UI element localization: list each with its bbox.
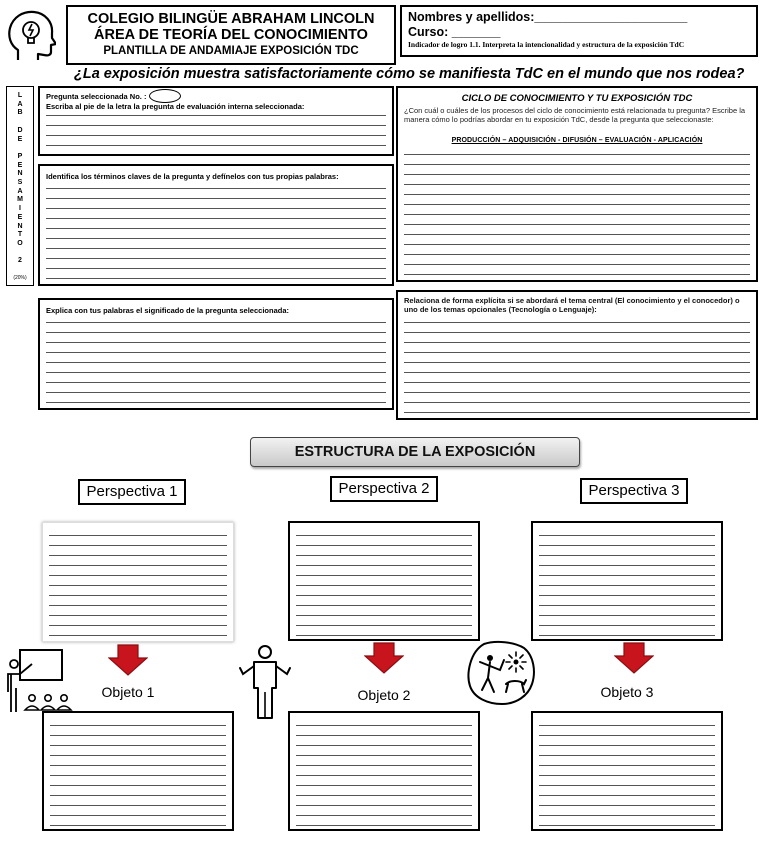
writing-line[interactable]: [539, 775, 715, 776]
structure-title-text: ESTRUCTURA DE LA EXPOSICIÓN: [294, 444, 536, 460]
writing-line[interactable]: [539, 725, 715, 726]
side-label-letter: A: [17, 187, 23, 195]
writing-line[interactable]: [404, 264, 750, 265]
writing-line[interactable]: [404, 204, 750, 205]
writing-line[interactable]: [296, 635, 472, 636]
knowledge-cycle-processes: PRODUCCIÓN – ADQUISICIÓN - DIFUSIÓN – EVALUACIÓN - APLICACIÓN: [451, 137, 703, 144]
writing-line[interactable]: [296, 565, 472, 566]
writing-line[interactable]: [49, 635, 227, 636]
writing-line[interactable]: [296, 735, 472, 736]
side-label-letter: I: [19, 205, 21, 213]
writing-line[interactable]: [296, 585, 472, 586]
perspective-2-writing-box[interactable]: [288, 521, 480, 641]
object-2-label: Objeto 2: [357, 687, 411, 703]
writing-line[interactable]: [539, 805, 715, 806]
object-1-writing-box[interactable]: [42, 711, 234, 831]
meaning-instruction: Explica con tus palabras el significado de la pregunta seleccionada:: [46, 306, 289, 315]
side-label-note: (20%): [13, 275, 27, 281]
area-name: ÁREA DE TEORÍA DEL CONOCIMIENTO: [94, 27, 368, 43]
cave-painting-icon: [466, 640, 536, 706]
side-label-letter: N: [17, 222, 23, 230]
perspective-2-lines[interactable]: [296, 523, 472, 641]
writing-line[interactable]: [46, 268, 386, 269]
writing-line[interactable]: [296, 805, 472, 806]
writing-line[interactable]: [404, 322, 750, 323]
side-label-letter: 2: [18, 257, 22, 265]
writing-line[interactable]: [539, 825, 715, 826]
writing-line[interactable]: [296, 545, 472, 546]
writing-line[interactable]: [296, 745, 472, 746]
writing-line[interactable]: [539, 545, 715, 546]
writing-line[interactable]: [50, 825, 226, 826]
writing-line[interactable]: [296, 815, 472, 816]
side-label-letter: P: [17, 152, 23, 160]
writing-line[interactable]: [50, 775, 226, 776]
writing-line[interactable]: [50, 735, 226, 736]
side-label-letter: A: [17, 100, 23, 108]
writing-line[interactable]: [296, 625, 472, 626]
writing-line[interactable]: [46, 322, 386, 323]
writing-line[interactable]: [46, 198, 386, 199]
writing-line[interactable]: [50, 805, 226, 806]
writing-line[interactable]: [46, 402, 386, 403]
writing-line[interactable]: [46, 278, 386, 279]
side-label-letters: [7, 92, 33, 266]
writing-line[interactable]: [46, 248, 386, 249]
writing-line[interactable]: [49, 595, 227, 596]
writing-line[interactable]: [49, 555, 227, 556]
writing-line[interactable]: [296, 785, 472, 786]
writing-line[interactable]: [46, 228, 386, 229]
writing-line[interactable]: [296, 825, 472, 826]
main-question: ¿La exposición muestra satisfactoriamente cómo se manifiesta TdC en el mundo que nos rodea?: [74, 66, 745, 82]
student-info-box: [400, 5, 758, 57]
writing-line[interactable]: [404, 184, 750, 185]
writing-line[interactable]: [296, 755, 472, 756]
writing-line[interactable]: [50, 795, 226, 796]
writing-line[interactable]: [539, 535, 715, 536]
writing-line[interactable]: [296, 605, 472, 606]
knowledge-cycle-writing-lines[interactable]: [404, 88, 750, 282]
person-shrug-icon: [238, 644, 292, 720]
writing-line[interactable]: [404, 174, 750, 175]
writing-line[interactable]: [539, 765, 715, 766]
knowledge-cycle-box: [396, 86, 758, 282]
writing-line[interactable]: [404, 244, 750, 245]
writing-line[interactable]: [404, 352, 750, 353]
writing-line[interactable]: [49, 605, 227, 606]
writing-line[interactable]: [49, 535, 227, 536]
question-number-text: Pregunta seleccionada No. :: [46, 92, 147, 101]
writing-line[interactable]: [539, 555, 715, 556]
side-label-letter: [7, 249, 33, 258]
writing-line[interactable]: [46, 115, 386, 116]
writing-line[interactable]: [404, 254, 750, 255]
theme-relation-writing-lines[interactable]: [404, 292, 750, 420]
meaning-box: [38, 298, 394, 410]
perspective-2-label: Perspectiva 2: [330, 476, 438, 502]
writing-line[interactable]: [404, 224, 750, 225]
side-label-letter: E: [17, 213, 23, 221]
knowledge-cycle-title: CICLO DE CONOCIMIENTO Y TU EXPOSICIÓN TDC: [461, 93, 693, 104]
perspective-3-lines[interactable]: [539, 523, 715, 641]
writing-line[interactable]: [539, 795, 715, 796]
writing-line[interactable]: [539, 585, 715, 586]
key-terms-writing-lines[interactable]: [46, 166, 386, 286]
writing-line[interactable]: [404, 392, 750, 393]
writing-line[interactable]: [404, 402, 750, 403]
writing-line[interactable]: [49, 585, 227, 586]
writing-line[interactable]: [46, 145, 386, 146]
writing-line[interactable]: [46, 352, 386, 353]
question-writing-lines[interactable]: [46, 88, 386, 156]
writing-line[interactable]: [46, 332, 386, 333]
side-label-letter: M: [17, 196, 23, 204]
key-terms-instruction: Identifica los términos claves de la pregunta y defínelos con tus propias palabras:: [46, 172, 339, 181]
writing-line[interactable]: [296, 555, 472, 556]
writing-line[interactable]: [296, 725, 472, 726]
object-2-lines[interactable]: [296, 713, 472, 831]
theme-relation-instruction: Relaciona de forma explícita si se abordará el tema central (El conocimiento y el conocedor) o uno de los temas opcionales (Tecnología o Lenguaje):: [404, 296, 740, 314]
writing-line[interactable]: [296, 765, 472, 766]
writing-line[interactable]: [404, 234, 750, 235]
object-2-writing-box[interactable]: [288, 711, 480, 831]
writing-line[interactable]: [50, 765, 226, 766]
writing-line[interactable]: [404, 214, 750, 215]
object-1-lines[interactable]: [50, 713, 226, 831]
writing-line[interactable]: [296, 535, 472, 536]
object-3-writing-box[interactable]: [531, 711, 723, 831]
achievement-indicator: Indicador de logro 1.1. Interpreta la intencionalidad y estructura de la exposición TdC: [408, 40, 685, 49]
perspective-1-label: Perspectiva 1: [78, 479, 186, 505]
perspective-1-lines[interactable]: [49, 523, 227, 643]
structure-title-button[interactable]: [250, 437, 580, 467]
lightbulb-head-icon: [4, 8, 56, 64]
side-label-letter: E: [17, 135, 23, 143]
writing-line[interactable]: [296, 575, 472, 576]
writing-line[interactable]: [46, 218, 386, 219]
writing-line[interactable]: [46, 188, 386, 189]
writing-line[interactable]: [296, 775, 472, 776]
writing-line[interactable]: [539, 615, 715, 616]
writing-line[interactable]: [539, 625, 715, 626]
writing-line[interactable]: [46, 135, 386, 136]
writing-line[interactable]: [49, 565, 227, 566]
down-arrow-icon: [364, 642, 404, 674]
side-label-letter: D: [17, 126, 23, 134]
side-label-letter: B: [17, 109, 23, 117]
writing-line[interactable]: [404, 332, 750, 333]
writing-line[interactable]: [46, 382, 386, 383]
writing-line[interactable]: [404, 274, 750, 275]
writing-line[interactable]: [50, 745, 226, 746]
writing-line[interactable]: [296, 795, 472, 796]
side-label-letter: N: [17, 170, 23, 178]
side-label-letter: [7, 144, 33, 153]
object-1-label: Objeto 1: [101, 684, 155, 700]
side-label-letter: E: [17, 161, 23, 169]
side-label-letter: L: [17, 92, 23, 99]
knowledge-cycle-instruction: ¿Con cuál o cuáles de los procesos del ciclo de conocimiento está relacionada tu pregunta? Escribe la manera cómo lo podrías abordar en tu exposición TdC, desde la pregunta que seleccionaste:: [404, 106, 746, 124]
writing-line[interactable]: [404, 164, 750, 165]
object-3-lines[interactable]: [539, 713, 715, 831]
key-terms-box: [38, 164, 394, 286]
writing-line[interactable]: [539, 785, 715, 786]
writing-line[interactable]: [50, 725, 226, 726]
writing-line[interactable]: [404, 362, 750, 363]
meaning-writing-lines[interactable]: [46, 300, 386, 410]
writing-line[interactable]: [49, 625, 227, 626]
writing-line[interactable]: [46, 125, 386, 126]
side-label-letter: [7, 118, 33, 127]
side-label-letter: O: [17, 239, 23, 247]
template-name: PLANTILLA DE ANDAMIAJE EXPOSICIÓN TDC: [103, 45, 359, 57]
writing-line[interactable]: [404, 154, 750, 155]
theme-relation-box: [396, 290, 758, 420]
writing-line[interactable]: [50, 785, 226, 786]
down-arrow-icon: [614, 642, 654, 674]
writing-line[interactable]: [296, 615, 472, 616]
writing-line[interactable]: [539, 755, 715, 756]
teacher-audience-icon: [2, 648, 74, 714]
writing-line[interactable]: [539, 815, 715, 816]
writing-line[interactable]: [539, 745, 715, 746]
question-selected-box: [38, 86, 394, 156]
down-arrow-icon: [108, 644, 148, 676]
writing-line[interactable]: [539, 635, 715, 636]
object-3-label: Objeto 3: [600, 684, 654, 700]
writing-line[interactable]: [539, 605, 715, 606]
perspective-3-label: Perspectiva 3: [580, 478, 688, 504]
side-label-letter: T: [17, 231, 23, 239]
writing-line[interactable]: [46, 238, 386, 239]
writing-line[interactable]: [50, 815, 226, 816]
writing-line[interactable]: [46, 342, 386, 343]
side-label-letter: S: [17, 179, 23, 187]
name-field-label[interactable]: Nombres y apellidos:______________________: [408, 10, 688, 24]
header-title-box: [66, 5, 396, 65]
writing-line[interactable]: [404, 342, 750, 343]
writing-line[interactable]: [46, 258, 386, 259]
perspective-3-writing-box[interactable]: [531, 521, 723, 641]
course-field-label[interactable]: Curso: _______: [408, 25, 501, 39]
writing-line[interactable]: [539, 735, 715, 736]
writing-line[interactable]: [50, 755, 226, 756]
writing-line[interactable]: [46, 372, 386, 373]
writing-line[interactable]: [49, 575, 227, 576]
writing-line[interactable]: [539, 575, 715, 576]
perspective-1-writing-box[interactable]: [42, 522, 234, 642]
writing-line[interactable]: [404, 372, 750, 373]
writing-line[interactable]: [46, 208, 386, 209]
side-label-lab-pensamiento: [6, 86, 34, 286]
writing-line[interactable]: [49, 545, 227, 546]
writing-line[interactable]: [539, 565, 715, 566]
writing-line[interactable]: [404, 194, 750, 195]
writing-line[interactable]: [49, 615, 227, 616]
writing-line[interactable]: [404, 382, 750, 383]
writing-line[interactable]: [404, 412, 750, 413]
writing-line[interactable]: [296, 595, 472, 596]
writing-line[interactable]: [46, 392, 386, 393]
question-instruction: Escriba al pie de la letra la pregunta de evaluación interna seleccionada:: [46, 102, 305, 111]
writing-line[interactable]: [539, 595, 715, 596]
writing-line[interactable]: [46, 362, 386, 363]
school-name: COLEGIO BILINGÜE ABRAHAM LINCOLN: [87, 11, 375, 27]
